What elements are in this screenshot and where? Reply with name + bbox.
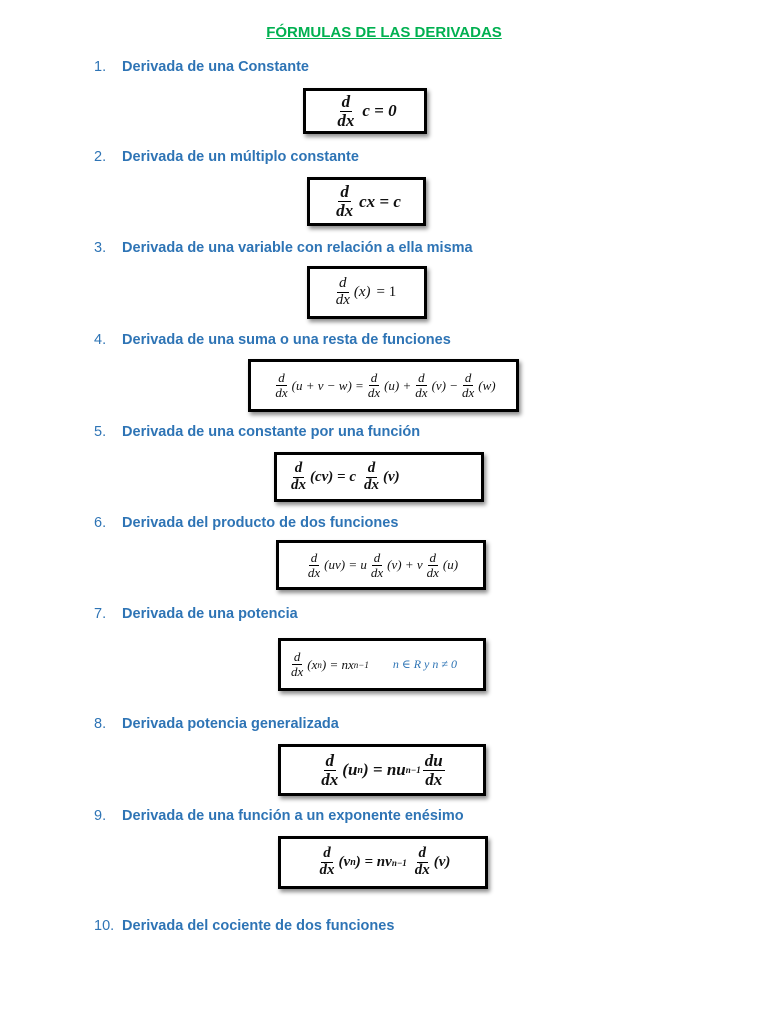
- fraction-d-dx: $\frac{d}{dx}$: [367, 370, 381, 400]
- fraction-d-dx: $\frac{d}{dx}$: [335, 275, 350, 308]
- fraction-d-dx: $\frac{d}{dx}$: [337, 91, 355, 130]
- formula-exponent: n: [317, 659, 322, 670]
- item-number: 3.: [94, 240, 107, 256]
- item-label: Derivada de una Constante: [122, 59, 309, 75]
- formula-constant-times-function: [274, 452, 484, 502]
- formula-exponent-2: n−1: [353, 659, 369, 670]
- fraction-d-dx: $\frac{d}{dx}$: [364, 459, 380, 493]
- formula-lhs: (cv) = c: [310, 468, 357, 485]
- item-number: 10.: [94, 918, 115, 934]
- item-number: 8.: [94, 716, 107, 732]
- item-label: Derivada de una variable con relación a ella misma: [122, 240, 473, 256]
- item-8-heading: [94, 716, 339, 732]
- item-5-heading: [94, 424, 420, 440]
- formula-term-3: (w): [478, 377, 496, 393]
- fraction-d-dx: $\frac{d}{dx}$: [336, 182, 354, 220]
- item-number: 9.: [94, 808, 107, 824]
- formula-exponent: n: [350, 857, 356, 868]
- formula-product: [276, 540, 486, 590]
- item-3-heading: [94, 240, 473, 256]
- fraction-d-dx: $\frac{d}{dx}$: [321, 750, 339, 789]
- formula-rhs: c = 0: [362, 101, 397, 120]
- item-6-heading: [94, 515, 398, 531]
- formula-term-2: (v) −: [431, 377, 459, 393]
- item-label: Derivada de un múltiplo constante: [122, 149, 359, 165]
- item-7-heading: [94, 606, 298, 622]
- formula-rhs: (v): [383, 468, 400, 485]
- item-10-heading: [94, 918, 394, 934]
- item-number: 5.: [94, 424, 107, 440]
- fraction-d-dx: $\frac{d}{dx}$: [426, 549, 439, 580]
- item-label: Derivada de una constante por una función: [122, 424, 421, 440]
- fraction-d-dx: $\frac{d}{dx}$: [291, 649, 304, 679]
- item-number: 1.: [94, 59, 107, 75]
- formula-power: [278, 638, 486, 691]
- fraction-d-dx: $\frac{d}{dx}$: [319, 845, 335, 878]
- formula-generalized-power: [278, 744, 486, 796]
- item-label: Derivada de una potencia: [122, 606, 298, 622]
- item-9-heading: [94, 808, 464, 824]
- fraction-d-dx: $\frac{d}{dx}$: [414, 845, 430, 878]
- fraction-d-dx: $\frac{d}{dx}$: [307, 549, 321, 580]
- formula-constant: [303, 88, 427, 134]
- item-label: Derivada de una función a un exponente enésimo: [122, 808, 464, 824]
- formula-exponent: n: [357, 764, 363, 776]
- formula-condition: n ∈ R y n ≠ 0: [392, 657, 457, 671]
- item-2-heading: [94, 149, 359, 165]
- item-label: Derivada potencia generalizada: [122, 716, 339, 732]
- formula-mid: (v) + v: [387, 557, 423, 572]
- fraction-d-dx: $\frac{d}{dx}$: [275, 370, 288, 400]
- formula-sum-difference: [248, 359, 519, 412]
- formula-rhs: = 1: [376, 284, 397, 300]
- item-label: Derivada del cociente de dos funciones: [122, 918, 395, 934]
- formula-variable-itself: [307, 266, 427, 319]
- formula-rhs: (u): [442, 557, 459, 572]
- formula-exponent-2: n−1: [391, 857, 407, 868]
- formula-constant-multiple: [307, 177, 426, 226]
- formula-base: (v: [338, 854, 351, 870]
- item-label: Derivada del producto de dos funciones: [122, 515, 399, 531]
- formula-rhs: cx = c: [359, 191, 401, 211]
- formula-lhs: (u + v − w) =: [291, 377, 364, 393]
- formula-exponent-2: n−1: [405, 765, 421, 775]
- formula-lhs: (uv) = u: [324, 557, 367, 572]
- item-1-heading: [94, 59, 309, 75]
- formula-close: ) = nv: [355, 854, 392, 870]
- fraction-d-dx: $\frac{d}{dx}$: [370, 549, 384, 580]
- item-number: 7.: [94, 606, 107, 622]
- fraction-d-dx: $\frac{d}{dx}$: [462, 370, 475, 400]
- item-number: 2.: [94, 149, 107, 165]
- item-number: 6.: [94, 515, 107, 531]
- page-title: FÓRMULAS DE LAS DERIVADAS: [266, 24, 502, 41]
- formula-function-nth-exponent: [278, 836, 488, 889]
- formula-base: (x: [307, 656, 318, 672]
- item-4-heading: [94, 332, 451, 348]
- fraction-d-dx: $\frac{d}{dx}$: [415, 370, 428, 400]
- fraction-d-dx: $\frac{d}{dx}$: [291, 459, 306, 493]
- formula-term-1: (u) +: [384, 377, 412, 393]
- formula-base: (u: [342, 760, 358, 779]
- formula-arg: (x): [353, 284, 371, 300]
- item-number: 4.: [94, 332, 107, 348]
- fraction-du-dx: $\frac{du}{dx}$: [424, 750, 443, 789]
- formula-rhs: (v): [433, 854, 451, 870]
- item-label: Derivada de una suma o una resta de funciones: [122, 332, 451, 348]
- formula-close: ) = nu: [362, 760, 406, 779]
- formula-close: ) = nx: [321, 656, 354, 672]
